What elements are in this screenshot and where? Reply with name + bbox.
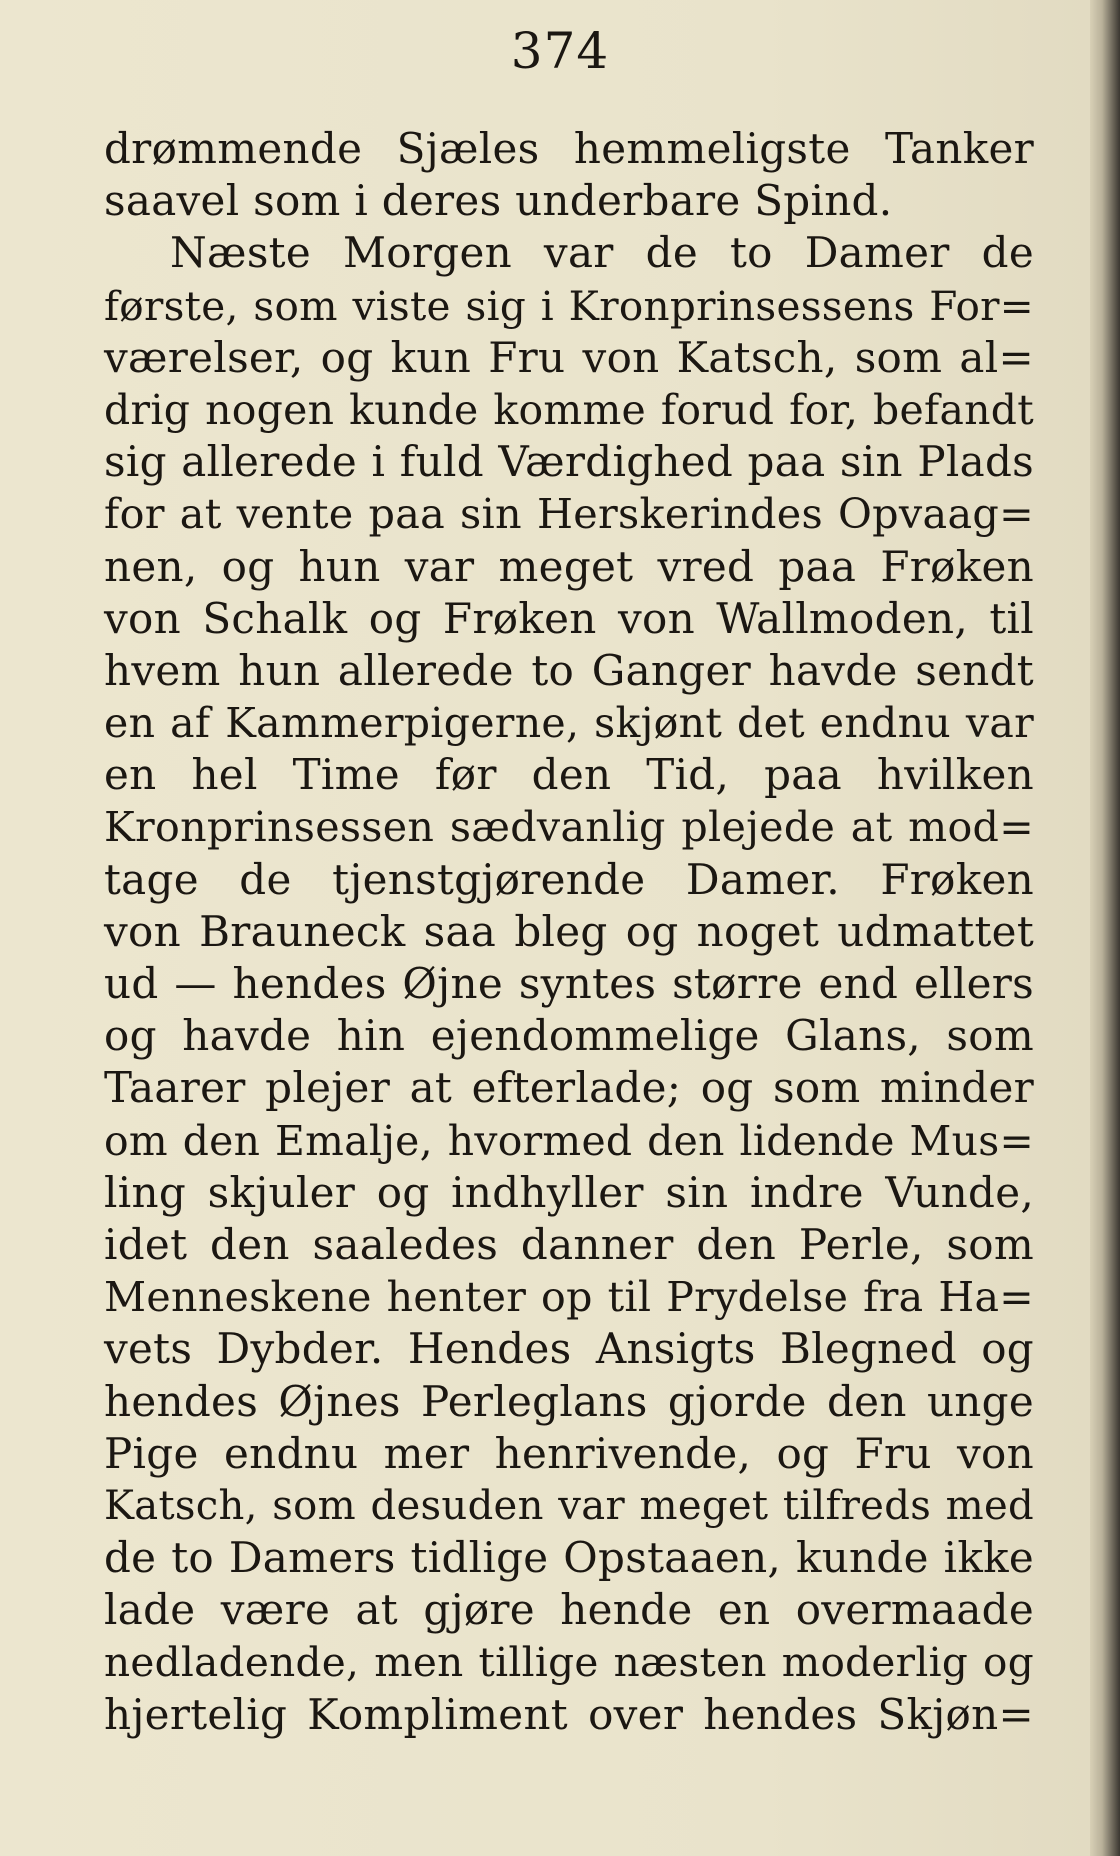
text-line: en hel Time før den Tid, paa hvilken: [104, 750, 1034, 800]
text-line: ud — hendes Øjne syntes større end ellers: [104, 959, 1034, 1008]
text-line: og havde hin ejendommelige Glans, som: [104, 1011, 1034, 1061]
text-line: nen, og hun var meget vred paa Frøken: [104, 541, 1034, 591]
text-line: Menneskene henter op til Prydelse fra Ha=: [104, 1273, 1034, 1322]
text-line: sig allerede i fuld Værdighed paa sin Plads: [104, 437, 1034, 487]
text-line: nedladende, men tillige næsten moderlig og: [104, 1638, 1034, 1687]
text-line: ling skjuler og indhyller sin indre Vunde,: [104, 1167, 1034, 1217]
text-line: von Brauneck saa bleg og noget udmattet: [104, 906, 1034, 956]
text-line: lade være at gjøre hende en overmaade: [104, 1585, 1034, 1635]
text-line: første, som viste sig i Kronprinsessens For=: [104, 281, 1034, 330]
text-line: om den Emalje, hvormed den lidende Mus=: [104, 1116, 1034, 1165]
text-line: tage de tjenstgjørende Damer. Frøken: [104, 854, 1034, 904]
text-line: en af Kammerpigerne, skjønt det endnu var: [104, 699, 1034, 748]
text-line: Kronprinsessen sædvanlig plejede at mod=: [104, 803, 1034, 852]
text-line: de to Damers tidlige Opstaaen, kunde ikke: [104, 1533, 1034, 1583]
text-line: von Schalk og Frøken von Wallmoden, til: [104, 593, 1034, 643]
body-text: [104, 123, 1034, 1741]
page-number: 374: [510, 22, 610, 80]
text-line: værelser, og kun Fru von Katsch, som al=: [104, 332, 1034, 382]
text-line: for at vente paa sin Herskerindes Opvaag=: [104, 490, 1034, 539]
text-line: hendes Øjnes Perleglans gjorde den unge: [104, 1376, 1034, 1426]
text-line: Pige endnu mer henrivende, og Fru von: [104, 1428, 1034, 1478]
text-line: drig nogen kunde komme forud for, befandt: [104, 385, 1034, 434]
text-line: Næste Morgen var de to Damer de: [170, 228, 1034, 278]
text-line: drømmende Sjæles hemmeligste Tanker: [104, 124, 1034, 173]
text-line: saavel som i deres underbare Spind.: [104, 176, 893, 226]
text-line: Katsch, som desuden var meget tilfreds med: [104, 1482, 1034, 1529]
text-line: vets Dybder. Hendes Ansigts Blegned og: [104, 1324, 1034, 1374]
text-line: Taarer plejer at efterlade; og som minder: [104, 1063, 1034, 1113]
text-line: idet den saaledes danner den Perle, som: [104, 1219, 1034, 1269]
book-spine-edge: [1090, 0, 1120, 1856]
text-line: hjertelig Kompliment over hendes Skjøn=: [104, 1689, 1034, 1739]
text-line: hvem hun allerede to Ganger havde sendt: [104, 645, 1034, 695]
